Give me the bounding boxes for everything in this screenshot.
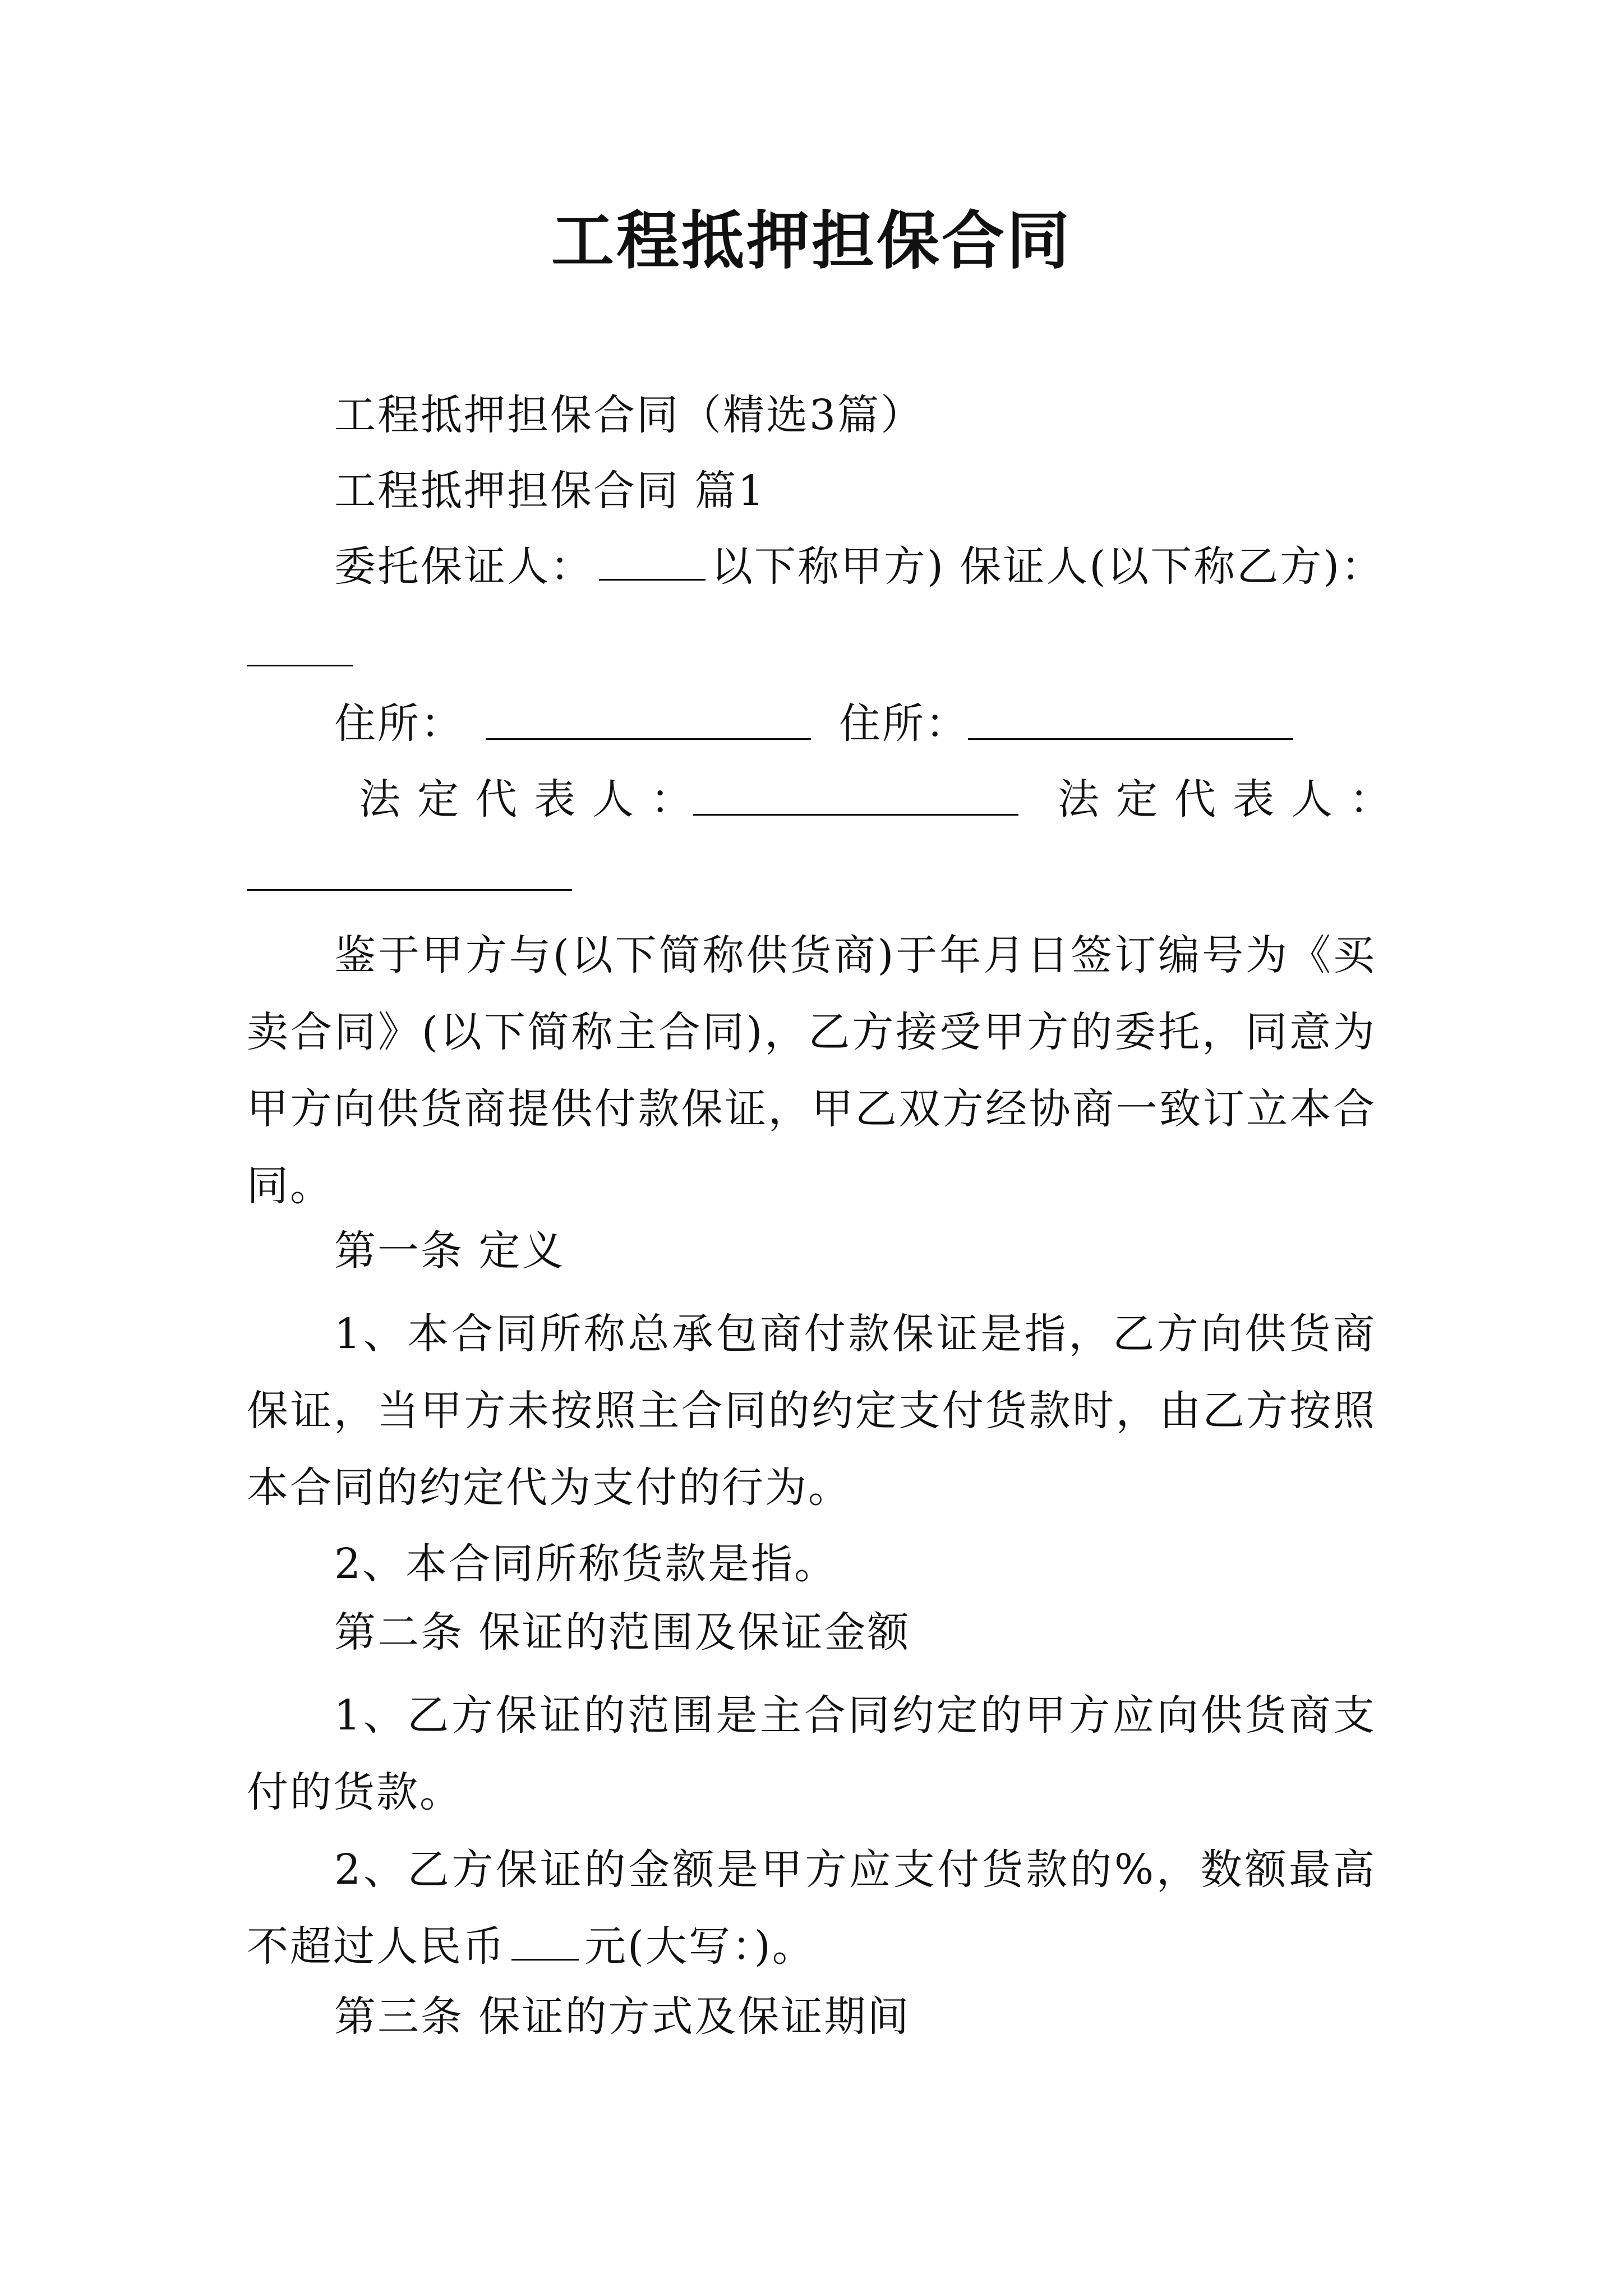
rep-blank-b	[247, 889, 572, 891]
guarantor-label: 保证人(以下称乙方)：	[960, 542, 1385, 591]
principal-suffix: 以下称甲方)	[711, 542, 945, 591]
address-line-b	[839, 696, 969, 752]
parties-line	[334, 539, 1384, 595]
principal-label: 委托保证人：	[334, 542, 593, 591]
rep-label-b: 法定代表人：	[1058, 775, 1408, 823]
document-subtitle: 工程抵押担保合同（精选3篇）	[334, 391, 924, 439]
rep-blank-a	[693, 814, 1018, 816]
section1-heading: 第一条 定义	[334, 1227, 565, 1275]
section1-item2: 2、本合同所称货款是指。	[334, 1540, 838, 1588]
rep-line-a	[359, 771, 709, 827]
section2-heading: 第二条 保证的范围及保证金额	[334, 1608, 911, 1657]
document-title: 工程抵押担保合同	[551, 204, 1072, 278]
preamble-paragraph: 鉴于甲方与(以下简称供货商)于年月日签订编号为《买卖合同》(以下简称主合同)，乙方接受甲方的委托，同意为甲方向供货商提供付款保证，甲乙双方经协商一致订立本合同。	[247, 931, 1376, 1210]
article-heading: 工程抵押担保合同 篇1	[334, 467, 766, 515]
address-label-a: 住所：	[334, 700, 464, 748]
section2-item2-text-a: 2、乙方保证的金额是甲方应支付货款的%，数额最高不超过人民币	[247, 1846, 1376, 1971]
section2-item2-text-b: 元(大写：)。	[584, 1922, 815, 1971]
principal-blank	[599, 540, 706, 581]
section2-item2	[247, 1832, 1376, 1985]
address-line	[334, 696, 464, 752]
rep-label-a: 法定代表人：	[359, 775, 709, 823]
amount-blank	[511, 1920, 579, 1961]
section1-item1: 1、本合同所称总承包商付款保证是指，乙方向供货商保证，当甲方未按照主合同的约定支付货款时，由乙方按照本合同的约定代为支付的行为。	[247, 1310, 1376, 1512]
address-blank-b	[968, 738, 1293, 740]
guarantor-blank	[247, 665, 353, 666]
section2-item1: 1、乙方保证的范围是主合同约定的甲方应向供货商支付的货款。	[247, 1691, 1376, 1816]
address-label-b: 住所：	[839, 700, 969, 748]
rep-line-b	[1058, 771, 1408, 827]
address-blank-a	[486, 738, 811, 740]
section3-heading: 第三条 保证的方式及保证期间	[334, 1993, 911, 2041]
